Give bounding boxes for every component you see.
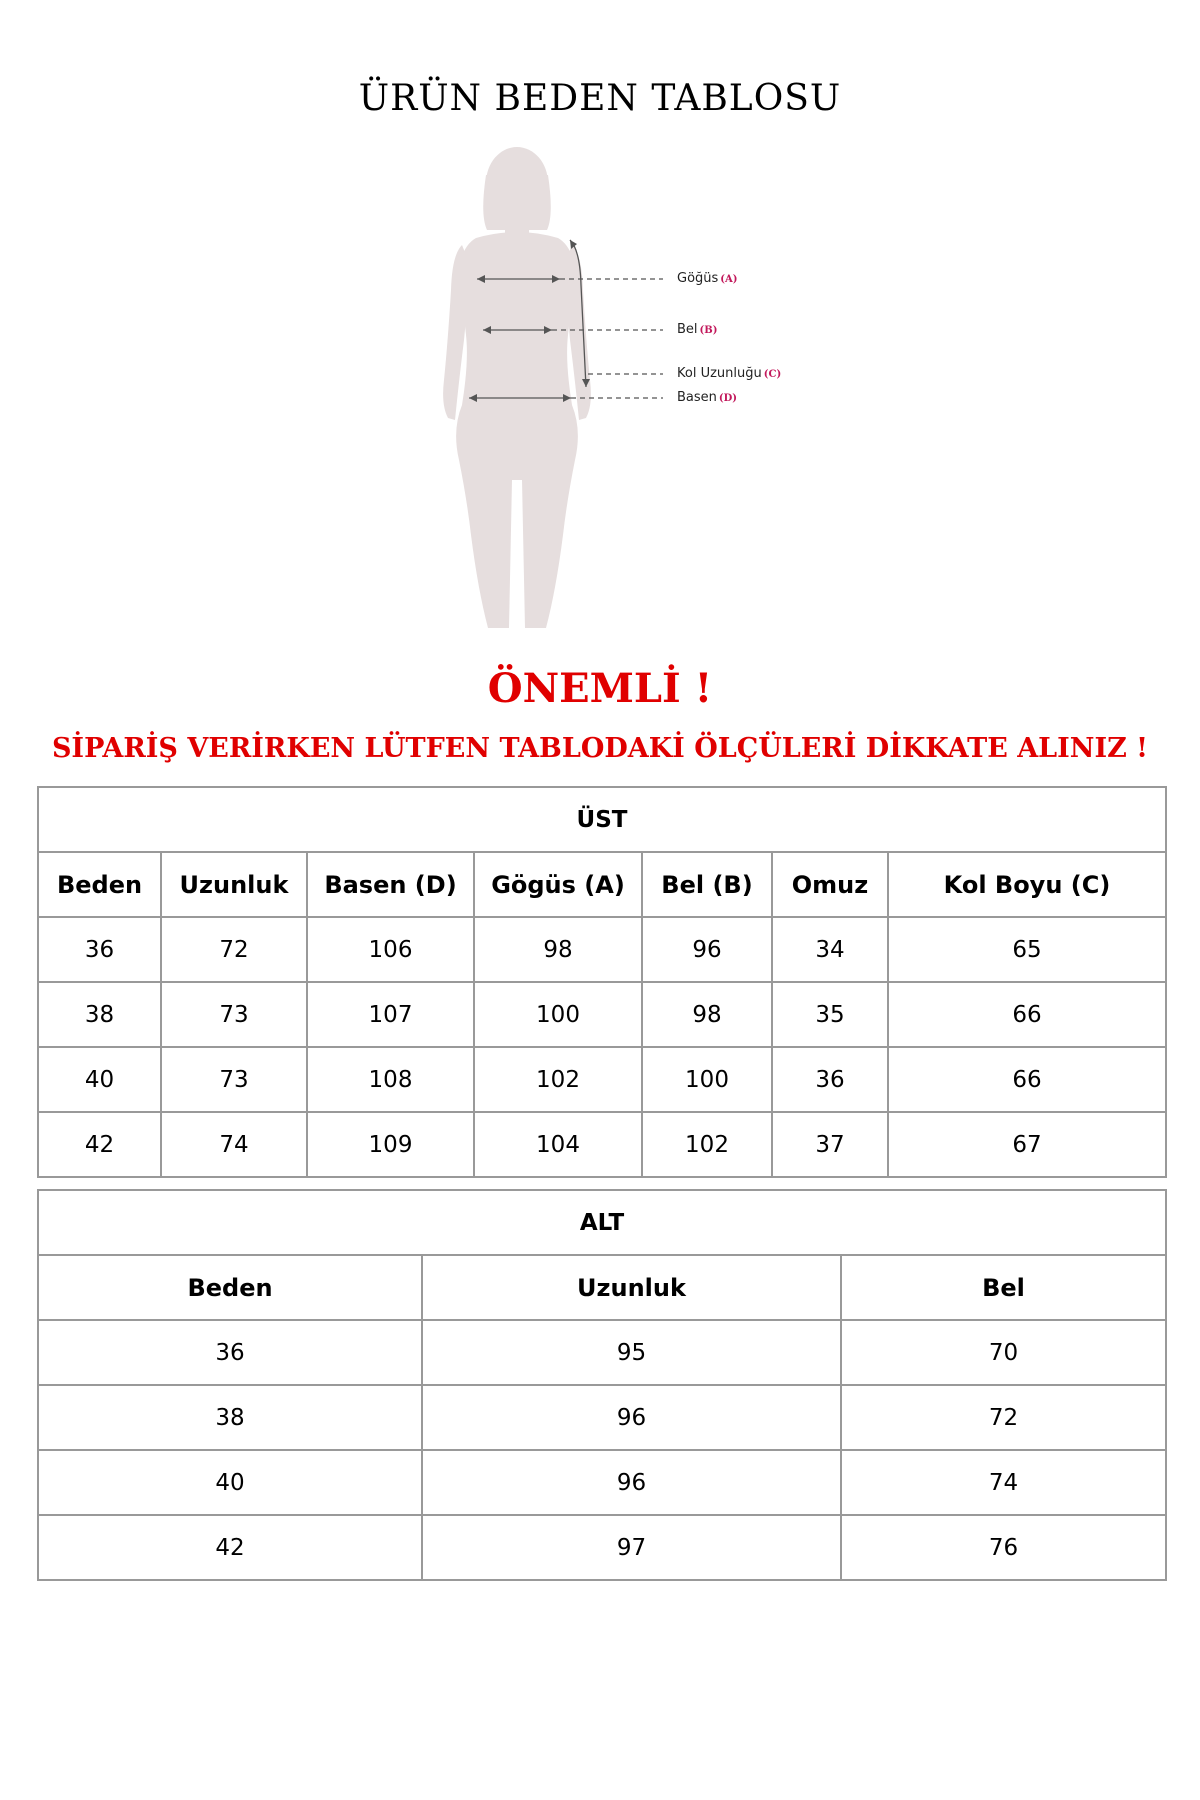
table-cell: 40 <box>38 1450 422 1515</box>
table-cell: 73 <box>161 982 307 1047</box>
table-row <box>38 1320 1166 1385</box>
table-cell: 67 <box>888 1112 1166 1177</box>
table-row <box>38 1112 1166 1177</box>
table-cell: 98 <box>642 982 772 1047</box>
table-cell: 107 <box>307 982 474 1047</box>
table-cell: 96 <box>422 1450 841 1515</box>
column-header: Kol Boyu (C) <box>888 852 1166 917</box>
table-row <box>38 917 1166 982</box>
column-header: Bel <box>841 1255 1166 1320</box>
page-title: ÜRÜN BEDEN TABLOSU <box>358 78 842 119</box>
lower-section-label: ALT <box>38 1190 1166 1255</box>
table-cell: 37 <box>772 1112 888 1177</box>
column-header: Beden <box>38 1255 422 1320</box>
table-cell: 108 <box>307 1047 474 1112</box>
table-row <box>38 1515 1166 1580</box>
body-silhouette <box>443 147 591 628</box>
waist-measure-label <box>677 322 717 337</box>
table-row <box>38 1047 1166 1112</box>
table-cell: 76 <box>841 1515 1166 1580</box>
body-measurement-figure <box>0 0 1200 660</box>
table-section-row <box>38 1190 1166 1255</box>
table-cell: 65 <box>888 917 1166 982</box>
column-header: Uzunluk <box>422 1255 841 1320</box>
table-cell: 100 <box>474 982 642 1047</box>
table-cell: 74 <box>161 1112 307 1177</box>
table-cell: 66 <box>888 1047 1166 1112</box>
table-cell: 66 <box>888 982 1166 1047</box>
waist-label-letter: (B) <box>699 325 718 336</box>
table-cell: 42 <box>38 1112 161 1177</box>
table-cell: 72 <box>841 1385 1166 1450</box>
sleeve-label-text: Kol Uzunluğu <box>677 366 762 381</box>
table-cell: 38 <box>38 982 161 1047</box>
column-header: Beden <box>38 852 161 917</box>
table-cell: 100 <box>642 1047 772 1112</box>
upper-section-label: ÜST <box>38 787 1166 852</box>
chest-label-letter: (A) <box>720 274 738 285</box>
hip-label-text: Basen <box>677 390 717 405</box>
table-cell: 96 <box>422 1385 841 1450</box>
column-header: Uzunluk <box>161 852 307 917</box>
table-cell: 36 <box>38 1320 422 1385</box>
table-cell: 72 <box>161 917 307 982</box>
upper-size-table <box>37 786 1167 1178</box>
table-cell: 102 <box>642 1112 772 1177</box>
column-header: Basen (D) <box>307 852 474 917</box>
waist-label-text: Bel <box>677 322 698 337</box>
table-cell: 36 <box>38 917 161 982</box>
chest-measure-label <box>677 271 738 286</box>
hip-measure-label <box>677 390 737 405</box>
table-header-row <box>38 852 1166 917</box>
table-row <box>38 982 1166 1047</box>
table-cell: 98 <box>474 917 642 982</box>
column-header: Omuz <box>772 852 888 917</box>
sleeve-label-letter: (C) <box>763 369 782 380</box>
important-heading: ÖNEMLİ ! <box>487 665 713 712</box>
table-cell: 35 <box>772 982 888 1047</box>
table-cell: 70 <box>841 1320 1166 1385</box>
chest-label-text: Göğüs <box>677 271 719 286</box>
lower-size-table <box>37 1189 1167 1581</box>
table-header-row <box>38 1255 1166 1320</box>
column-header: Bel (B) <box>642 852 772 917</box>
table-row <box>38 1385 1166 1450</box>
table-cell: 38 <box>38 1385 422 1450</box>
sleeve-measure-label <box>677 366 781 381</box>
table-cell: 95 <box>422 1320 841 1385</box>
table-cell: 36 <box>772 1047 888 1112</box>
table-cell: 34 <box>772 917 888 982</box>
table-section-row <box>38 787 1166 852</box>
table-cell: 96 <box>642 917 772 982</box>
table-cell: 106 <box>307 917 474 982</box>
order-notice-text: SİPARİŞ VERİRKEN LÜTFEN TABLODAKİ ÖLÇÜLERİ DİKKATE ALINIZ ! <box>51 733 1149 764</box>
table-cell: 42 <box>38 1515 422 1580</box>
table-cell: 97 <box>422 1515 841 1580</box>
table-cell: 74 <box>841 1450 1166 1515</box>
table-row <box>38 1450 1166 1515</box>
table-cell: 109 <box>307 1112 474 1177</box>
table-cell: 102 <box>474 1047 642 1112</box>
silhouette-illustration <box>0 0 1200 660</box>
table-cell: 40 <box>38 1047 161 1112</box>
column-header: Gögüs (A) <box>474 852 642 917</box>
hip-label-letter: (D) <box>718 393 738 404</box>
table-cell: 104 <box>474 1112 642 1177</box>
table-cell: 73 <box>161 1047 307 1112</box>
